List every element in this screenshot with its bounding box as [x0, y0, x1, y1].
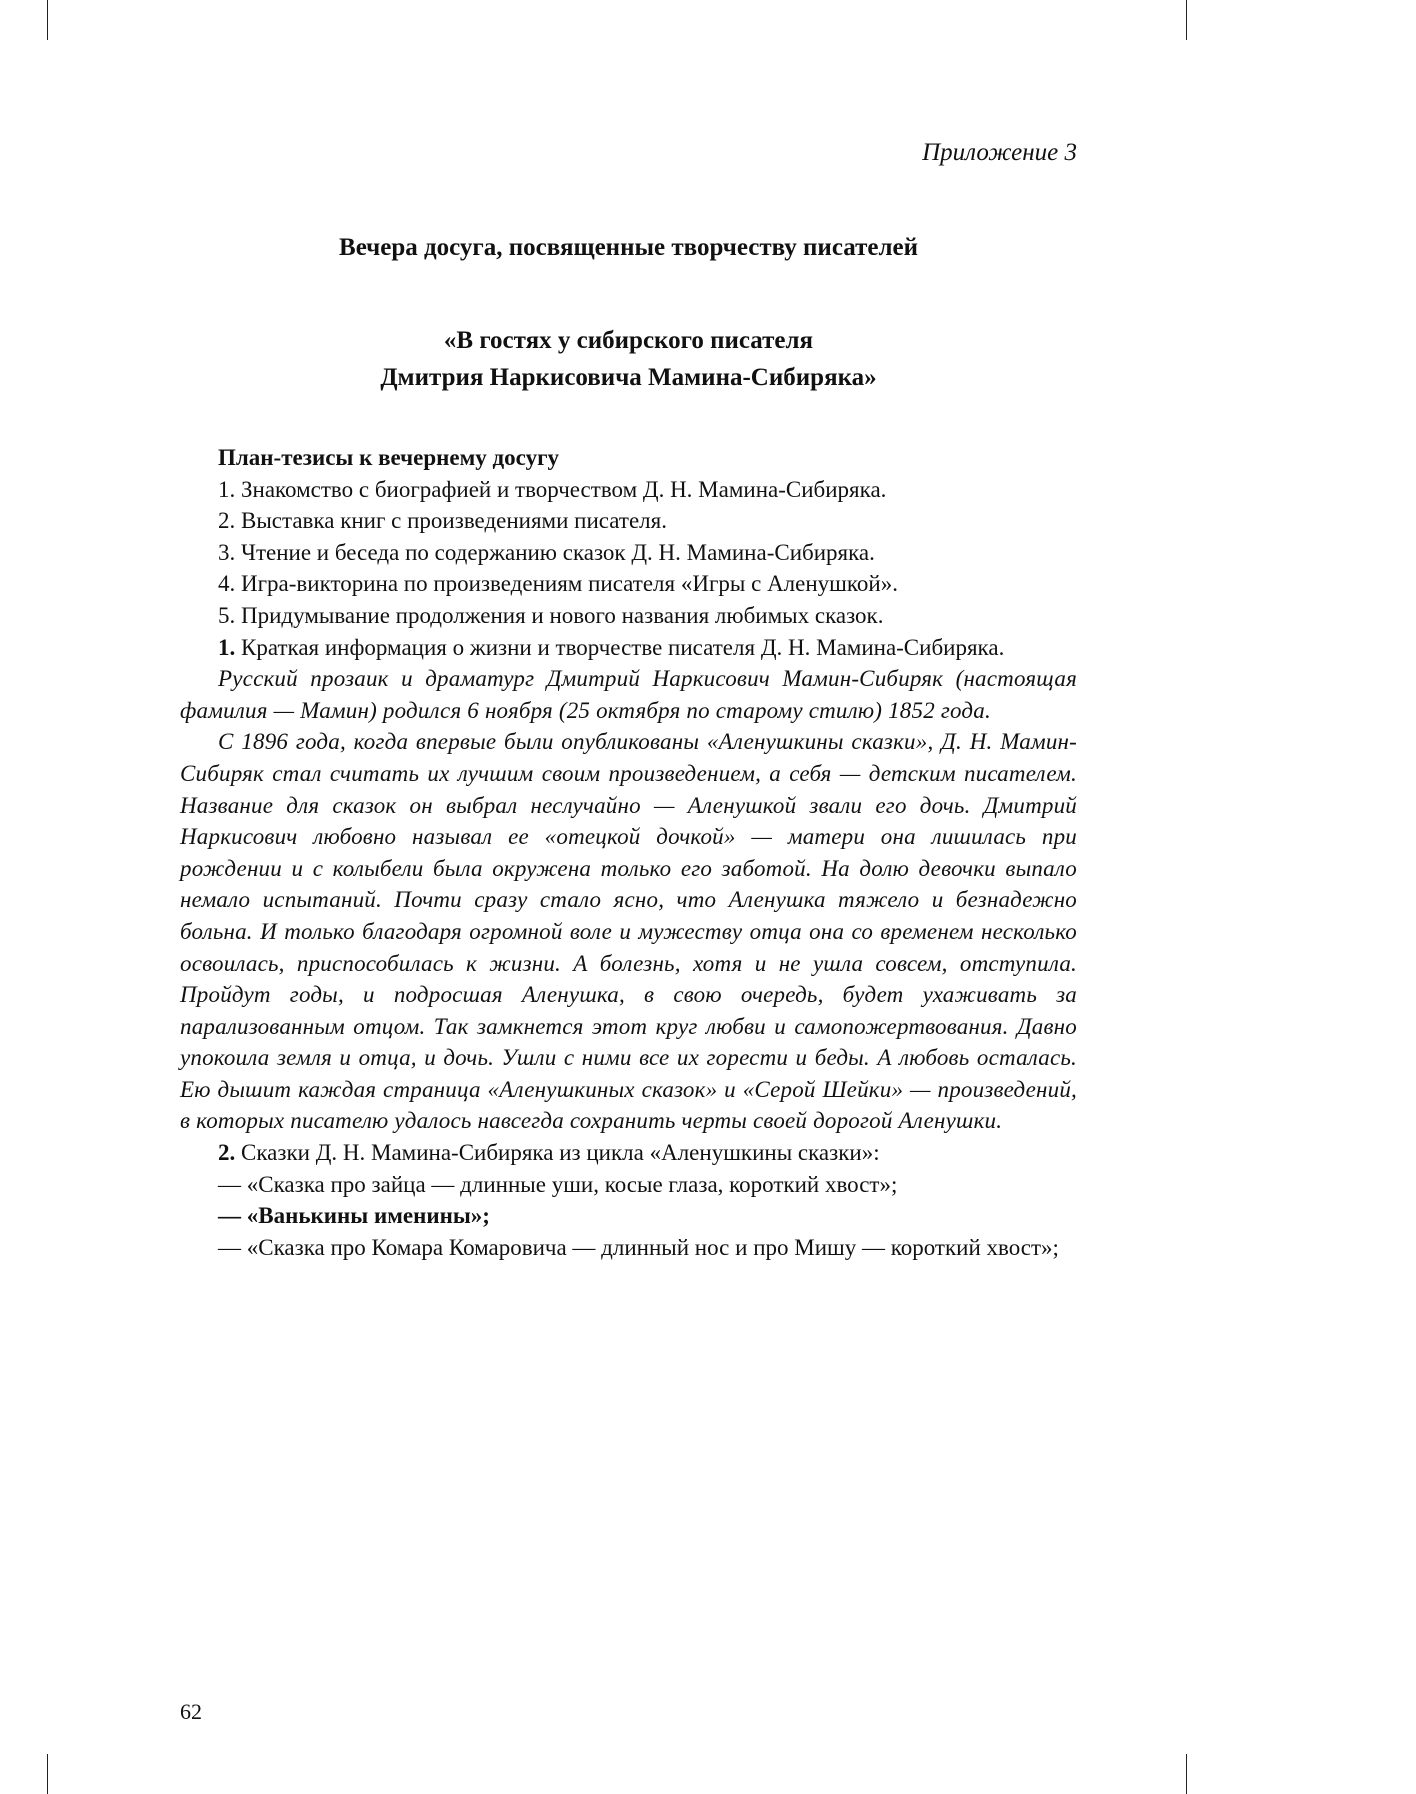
- trim-mark-top-left: [47, 0, 48, 40]
- biography-paragraph-1: Русский прозаик и драматург Дмитрий Наркисович Мамин-Сибиряк (настоящая фамилия — Мамин) родился 6 ноября (25 октября по старому стилю) 1852 года.: [180, 666, 1077, 723]
- page-number: 62: [180, 1699, 202, 1724]
- trim-mark-bottom-right: [1186, 1754, 1187, 1794]
- trim-mark-top-right: [1186, 0, 1187, 40]
- section-2-heading-text: Сказки Д. Н. Мамина-Сибиряка из цикла «Аленушкины сказки»:: [235, 1140, 880, 1166]
- trim-mark-bottom-left: [47, 1754, 48, 1794]
- appendix-label: Приложение 3: [922, 139, 1077, 166]
- tale-item-2: — «Ванькины именины»;: [218, 1203, 490, 1229]
- plan-item-3: 3. Чтение и беседа по содержанию сказок Д. Н. Мамина-Сибиряка.: [218, 539, 875, 565]
- section-1-heading-text: Краткая информация о жизни и творчестве писателя Д. Н. Мамина-Сибиряка.: [235, 634, 1005, 660]
- plan-item-4: 4. Игра-викторина по произведениям писателя «Игры с Аленушкой».: [218, 571, 898, 597]
- plan-item-5: 5. Придумывание продолжения и нового названия любимых сказок.: [218, 602, 884, 628]
- section-1-number: 1.: [218, 634, 236, 660]
- event-title-line-2: Дмитрия Наркисовича Мамина-Сибиряка»: [380, 364, 877, 391]
- page-title: Вечера досуга, посвященные творчеству писателей: [339, 234, 918, 261]
- section-2-number: 2.: [218, 1140, 236, 1166]
- section-2-heading: [180, 1137, 1077, 1169]
- plan-item-1: 1. Знакомство с биографией и творчеством Д. Н. Мамина-Сибиряка.: [218, 476, 887, 502]
- page-content: [180, 138, 1077, 1263]
- tale-item-1: — «Сказка про зайца — длинные уши, косые глаза, короткий хвост»;: [218, 1171, 898, 1197]
- biography-paragraph-2: С 1896 года, когда впервые были опубликованы «Аленушкины сказки», Д. Н. Мамин-Сибиряк стал считать их лучшим своим произведением, а себя — детским писателем. Название для сказок он выбрал неслучайно — Аленушкой звали его дочь. Дмитрий Наркисович любовно называл ее «отецкой дочкой» — матери она лишилась при рождении и с колыбели была окружена только его заботой. На долю девочки выпало немало испытаний. Почти сразу стало ясно, что Аленушка тяжело и безнадежно больна. И только благодаря огромной воле и мужеству отца она со временем несколько освоилась, приспособилась к жизни. А болезнь, хотя и не ушла совсем, отступила. Пройдут годы, и подросшая Аленушка, в свою очередь, будет ухаживать за парализованным отцом. Так замкнется этот круг любви и самопожертвования. Давно упокоила земля и отца, и дочь. Ушли с ними все их горести и беды. А любовь осталась. Ею дышит каждая страница «Аленушкиных сказок» и «Серой Шейки» — произведений, в которых писателю удалось навсегда сохранить черты своей дорогой Аленушки.: [180, 729, 1077, 1134]
- body-text: [180, 442, 1077, 1263]
- event-title: [180, 322, 1077, 396]
- tale-item-3: — «Сказка про Комара Комаровича — длинный нос и про Мишу — короткий хвост»;: [218, 1234, 1059, 1260]
- section-1-heading: [180, 632, 1077, 664]
- plan-heading: План-тезисы к вечернему досугу: [218, 445, 560, 470]
- event-title-line-1: «В гостях у сибирского писателя: [443, 327, 814, 354]
- plan-item-2: 2. Выставка книг с произведениями писателя.: [218, 508, 667, 534]
